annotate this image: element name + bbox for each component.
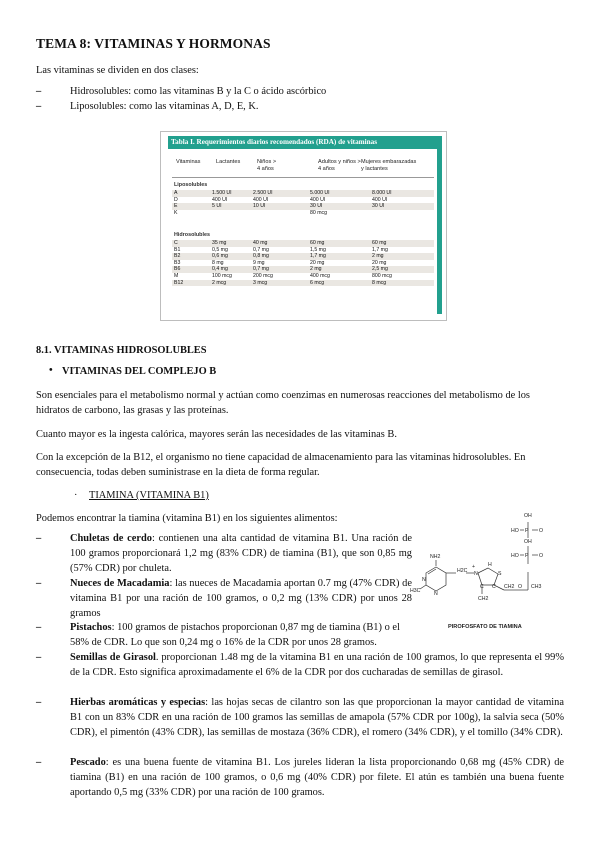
bullet-heading: • VITAMINAS DEL COMPLEJO B	[49, 365, 217, 377]
table-cell: 30 UI	[372, 203, 385, 210]
food-item-pistachos: – Pistachos: 100 gramos de pistachos proporcionan 0,87 mg de tiamina (B1) o el 58% de CDR. Lo que son 0,24 mg o 16% de la CDR por unos 28 gramos.	[36, 622, 400, 648]
list-item: – Hidrosolubles: como las vitaminas B y la C o ácido ascórbico	[36, 86, 327, 97]
table-row	[172, 203, 434, 210]
svg-text:O: O	[539, 553, 544, 559]
svg-text:C: C	[480, 584, 484, 590]
intro-text: Las vitaminas se dividen en dos clases:	[36, 65, 199, 76]
food-item-chuletas: – Chuletas de cerdo: contienen una alta cantidad de vitamina B1. Una ración de 100 gramos proporcionará 1,2 mg (83% CDR) de tiamina (B1), que son 0,85 mg (57% CDR) por chuleta.	[36, 533, 413, 574]
list-item: – Liposolubles: como las vitaminas A, D, E, K.	[36, 101, 259, 112]
table-cell: D	[174, 196, 178, 203]
col-header-lactantes: Lactantes	[216, 159, 241, 165]
svg-text:HO: HO	[511, 528, 519, 534]
table-cell: 2 mcg	[212, 279, 227, 286]
vitamin-classes-list	[36, 84, 570, 114]
table-cell: 0,6 mg	[212, 253, 228, 260]
table-cell: B1	[174, 246, 181, 253]
table-cell: 40 mg	[253, 240, 268, 246]
foods-intro: Podemos encontrar la tiamina (vitamina B1) en los siguientes alimentos:	[36, 513, 338, 524]
svg-text:N: N	[434, 591, 438, 597]
table-cell: E	[174, 203, 178, 210]
table-row	[172, 210, 434, 217]
table-cell: K	[174, 209, 178, 216]
table-cell: 400 UI	[372, 196, 388, 203]
paragraph-2: Cuanto mayor es la ingesta calórica, mayores serán las necesidades de las vitaminas B.	[36, 429, 397, 440]
food-item-hierbas: – Hierbas aromáticas y especias: las hojas secas de cilantro son las que proporcionan la mayor cantidad de vitamina B1 con un 83% CDR en una ración de 100 gramos las semillas de amapola (57% CDR por 100g), la salvia seca (50% CDR), el pimentón (43% CDR), las semillas de mostaza (36% CDR), el romero (34% CDR), y el tomillo (34% CDR).	[36, 697, 564, 738]
table-cell: 2.500 UI	[253, 190, 273, 196]
svg-text:O: O	[539, 528, 544, 534]
svg-text:CH2: CH2	[478, 596, 489, 602]
table-cell: 1,7 mg	[372, 246, 388, 253]
table-cell: 10 UI	[253, 203, 266, 210]
svg-text:N: N	[474, 571, 478, 577]
table-row	[172, 273, 434, 280]
table-cell: 80 mcg	[310, 209, 328, 216]
paragraph-3: Con la excepción de la B12, el organismo no tiene capacidad de almacenamiento para las vitaminas hidrosolubles. En consecuencia, todas deben suministrase en la dieta de forma regular.	[36, 452, 526, 478]
table-accent-bar	[437, 136, 442, 314]
table-cell: 100 mcg	[212, 273, 232, 279]
table-cell: 2 mg	[372, 253, 384, 260]
col-header-vitaminas: Vitaminas	[176, 159, 201, 165]
table-cell: 30 UI	[310, 203, 323, 210]
food-name: Pistachos	[70, 622, 112, 633]
food-name: Hierbas aromáticas y especias	[70, 697, 206, 708]
table-cell: 800 mcg	[372, 273, 392, 279]
molecule-caption: PIROFOSFATO DE TIAMINA	[448, 624, 522, 630]
table-cell: 400 UI	[212, 196, 228, 203]
svg-text:CH2: CH2	[504, 584, 515, 590]
table-cell: B3	[174, 259, 181, 266]
table-cell: 20 mg	[372, 259, 387, 266]
svg-text:+: +	[472, 564, 476, 570]
table-row	[172, 280, 434, 287]
table-cell: 5.000 UI	[310, 190, 330, 196]
svg-text:HO: HO	[511, 553, 519, 559]
table-cell: 2,5 mg	[372, 266, 388, 273]
food-item-girasol: – Semillas de Girasol. proporcionan 1.48 mg de la vitamina B1 en una ración de 100 gramos, lo que representa el 99% de la CDR. Esto significa aproximadamente el 6% de la CDR por dos cucharadas de semillas de girasol.	[36, 652, 564, 678]
svg-text:C: C	[492, 584, 496, 590]
sub-marker: ·	[74, 490, 78, 501]
table-cell: 8.000 UI	[372, 190, 392, 196]
group-liposolubles: Liposolubles	[174, 182, 208, 188]
table-cell: B2	[174, 253, 181, 260]
table-cell: 0,8 mg	[253, 253, 269, 260]
food-name: Pescado	[70, 757, 106, 768]
table-cell: 0,4 mg	[212, 266, 228, 273]
food-name: Nueces de Macadamia	[70, 578, 170, 589]
table-cell: 400 UI	[253, 196, 269, 203]
table-cell: 6 mcg	[310, 279, 325, 286]
table-cell: B12	[174, 279, 184, 286]
svg-text:P: P	[525, 528, 529, 534]
food-item-pescado: – Pescado: es una buena fuente de vitamina B1. Los jureles lideran la lista proporcionando 0,68 mg (45% CDR) de tiamina (B1) en una ración de 100 gramos, o 0,6 mg (40% CDR) por filete. El atún es también una buena fuente aportando 0,5 mg (33% CDR) por una ración de 100 gramos.	[36, 757, 564, 798]
table-row	[172, 253, 434, 260]
subheading-tiamina: TIAMINA (VITAMINA B1)	[89, 490, 209, 501]
table-row	[172, 190, 434, 197]
table-cell: 0,7 mg	[253, 246, 269, 253]
table-cell: 1,7 mg	[310, 253, 326, 260]
table-cell: A	[174, 190, 178, 196]
table-row	[172, 240, 434, 247]
table-row	[172, 247, 434, 254]
svg-text:P: P	[525, 553, 529, 559]
table-cell: C	[174, 240, 178, 246]
svg-text:NH2: NH2	[430, 554, 441, 560]
table-cell: 400 mcg	[310, 273, 330, 279]
svg-text:N: N	[422, 577, 426, 583]
table-row	[172, 266, 434, 273]
table-cell: 20 mg	[310, 259, 325, 266]
svg-text:H3C: H3C	[410, 588, 421, 594]
table-cell: 0,5 mg	[212, 246, 228, 253]
group-hidrosolubles: Hidrosolubles	[174, 232, 210, 238]
bullet-icon: •	[49, 365, 53, 376]
table-cell: 5 UI	[212, 203, 222, 210]
table-cell: 2 mg	[310, 266, 322, 273]
thiamine-pyrophosphate-molecule	[408, 508, 560, 635]
table-title: Tabla I. Requerimientos diarios recomendados (RDA) de vitaminas	[168, 136, 437, 149]
food-item-macadamia: – Nueces de Macadamia: las nueces de Macadamia aportan 0.7 mg (47% CDR) de vitamina B1 por una ración de 100 gramos, o 0,2 mg (13% CDR) por unos 28 gramos	[36, 578, 412, 619]
table-cell: 35 mg	[212, 240, 227, 246]
svg-text:O: O	[518, 584, 523, 590]
svg-text:S: S	[498, 571, 502, 577]
table-divider	[172, 177, 434, 178]
table-cell: 8 mg	[212, 259, 224, 266]
table-cell: 3 mcg	[253, 279, 268, 286]
table-row	[172, 197, 434, 204]
food-name: Chuletas de cerdo	[70, 533, 152, 544]
table-cell: 9 mg	[253, 259, 265, 266]
col-header-adultos: Adultos y niños > 4 años	[318, 159, 361, 172]
rda-table-figure	[160, 131, 447, 321]
table-row	[172, 260, 434, 267]
food-name: Semillas de Girasol	[70, 652, 156, 663]
table-cell: 1.500 UI	[212, 190, 232, 196]
page-title: TEMA 8: VITAMINAS Y HORMONAS	[36, 36, 271, 51]
col-header-mujeres: Mujeres embarazadas y lactantes	[361, 159, 417, 172]
table-cell: M	[174, 273, 179, 279]
svg-text:H: H	[488, 562, 492, 568]
svg-text:H2C: H2C	[457, 568, 468, 574]
table-cell: 60 mg	[310, 240, 325, 246]
table-cell: B6	[174, 266, 181, 273]
table-cell: 1,5 mg	[310, 246, 326, 253]
col-header-ninos: Niños > 4 años	[257, 159, 277, 172]
paragraph-1: Son esenciales para el metabolismo normal y actúan como coenzimas en numerosas reacciones del metabolismo de los hidratos de carbono, las grasas y las proteínas.	[36, 390, 530, 416]
table-cell: 60 mg	[372, 240, 387, 246]
table-cell: 400 UI	[310, 196, 326, 203]
mol-label: OH	[524, 513, 532, 519]
table-cell: 0,7 mg	[253, 266, 269, 273]
table-cell: 8 mcg	[372, 279, 387, 286]
section-heading: 8.1. VITAMINAS HIDROSOLUBLES	[36, 345, 207, 356]
table-cell: 200 mcg	[253, 273, 273, 279]
svg-text:OH: OH	[524, 539, 532, 545]
svg-text:CH3: CH3	[531, 584, 542, 590]
